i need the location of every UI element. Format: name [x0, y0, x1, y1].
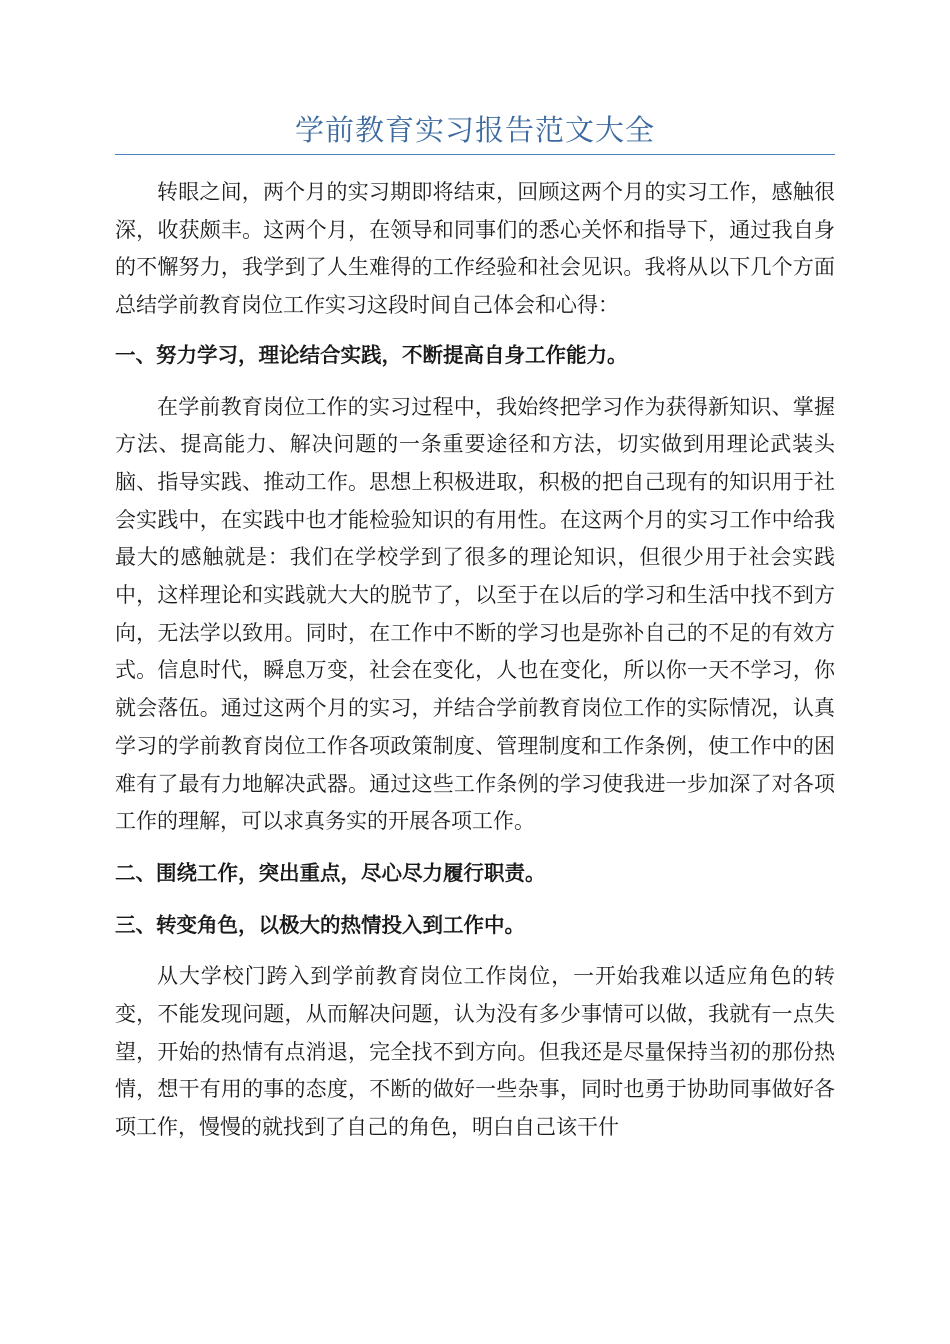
intro-paragraph: 转眼之间，两个月的实习期即将结束，回顾这两个月的实习工作，感触很深，收获颇丰。这两个月，在领导和同事们的悉心关怀和指导下，通过我自身的不懈努力，我学到了人生难得的工作经验和社会见识。我将从以下几个方面总结学前教育岗位工作实习这段时间自己体会和心得：	[115, 180, 835, 318]
title-underline	[115, 154, 835, 155]
section-heading-1: 一、努力学习，理论结合实践，不断提高自身工作能力。	[115, 342, 628, 367]
section-heading-3: 三、转变角色，以极大的热情投入到工作中。	[115, 912, 525, 937]
document-title: 学前教育实习报告范文大全	[294, 113, 655, 147]
section-heading-2: 二、围绕工作，突出重点，尽心尽力履行职责。	[115, 860, 546, 885]
section-3-paragraph: 从大学校门跨入到学前教育岗位工作岗位，一开始我难以适应角色的转变，不能发现问题，从而解决问题，认为没有多少事情可以做，我就有一点失望，开始的热情有点消退，完全找不到方向。但我还是尽量保持当初的那份热情，想干有用的事的态度，不断的做好一些杂事，同时也勇于协助同事做好各项工作，慢慢的就找到了自己的角色，明白自己该干什	[115, 964, 835, 1140]
document-page	[115, 108, 835, 1147]
section-1-paragraph: 在学前教育岗位工作的实习过程中，我始终把学习作为获得新知识、掌握方法、提高能力、解决问题的一条重要途径和方法，切实做到用理论武装头脑、指导实践、推动工作。思想上积极进取，积极的把自己现有的知识用于社会实践中，在实践中也才能检验知识的有用性。在这两个月的实习工作中给我最大的感触就是：我们在学校学到了很多的理论知识，但很少用于社会实践中，这样理论和实践就大大的脱节了，以至于在以后的学习和生活中找不到方向，无法学以致用。同时，在工作中不断的学习也是弥补自己的不足的有效方式。信息时代，瞬息万变，社会在变化，人也在变化，所以你一天不学习，你就会落伍。通过这两个月的实习，并结合学前教育岗位工作的实际情况，认真学习的学前教育岗位工作各项政策制度、管理制度和工作条例，使工作中的困难有了最有力地解决武器。通过这些工作条例的学习使我进一步加深了对各项工作的理解，可以求真务实的开展各项工作。	[115, 394, 835, 834]
